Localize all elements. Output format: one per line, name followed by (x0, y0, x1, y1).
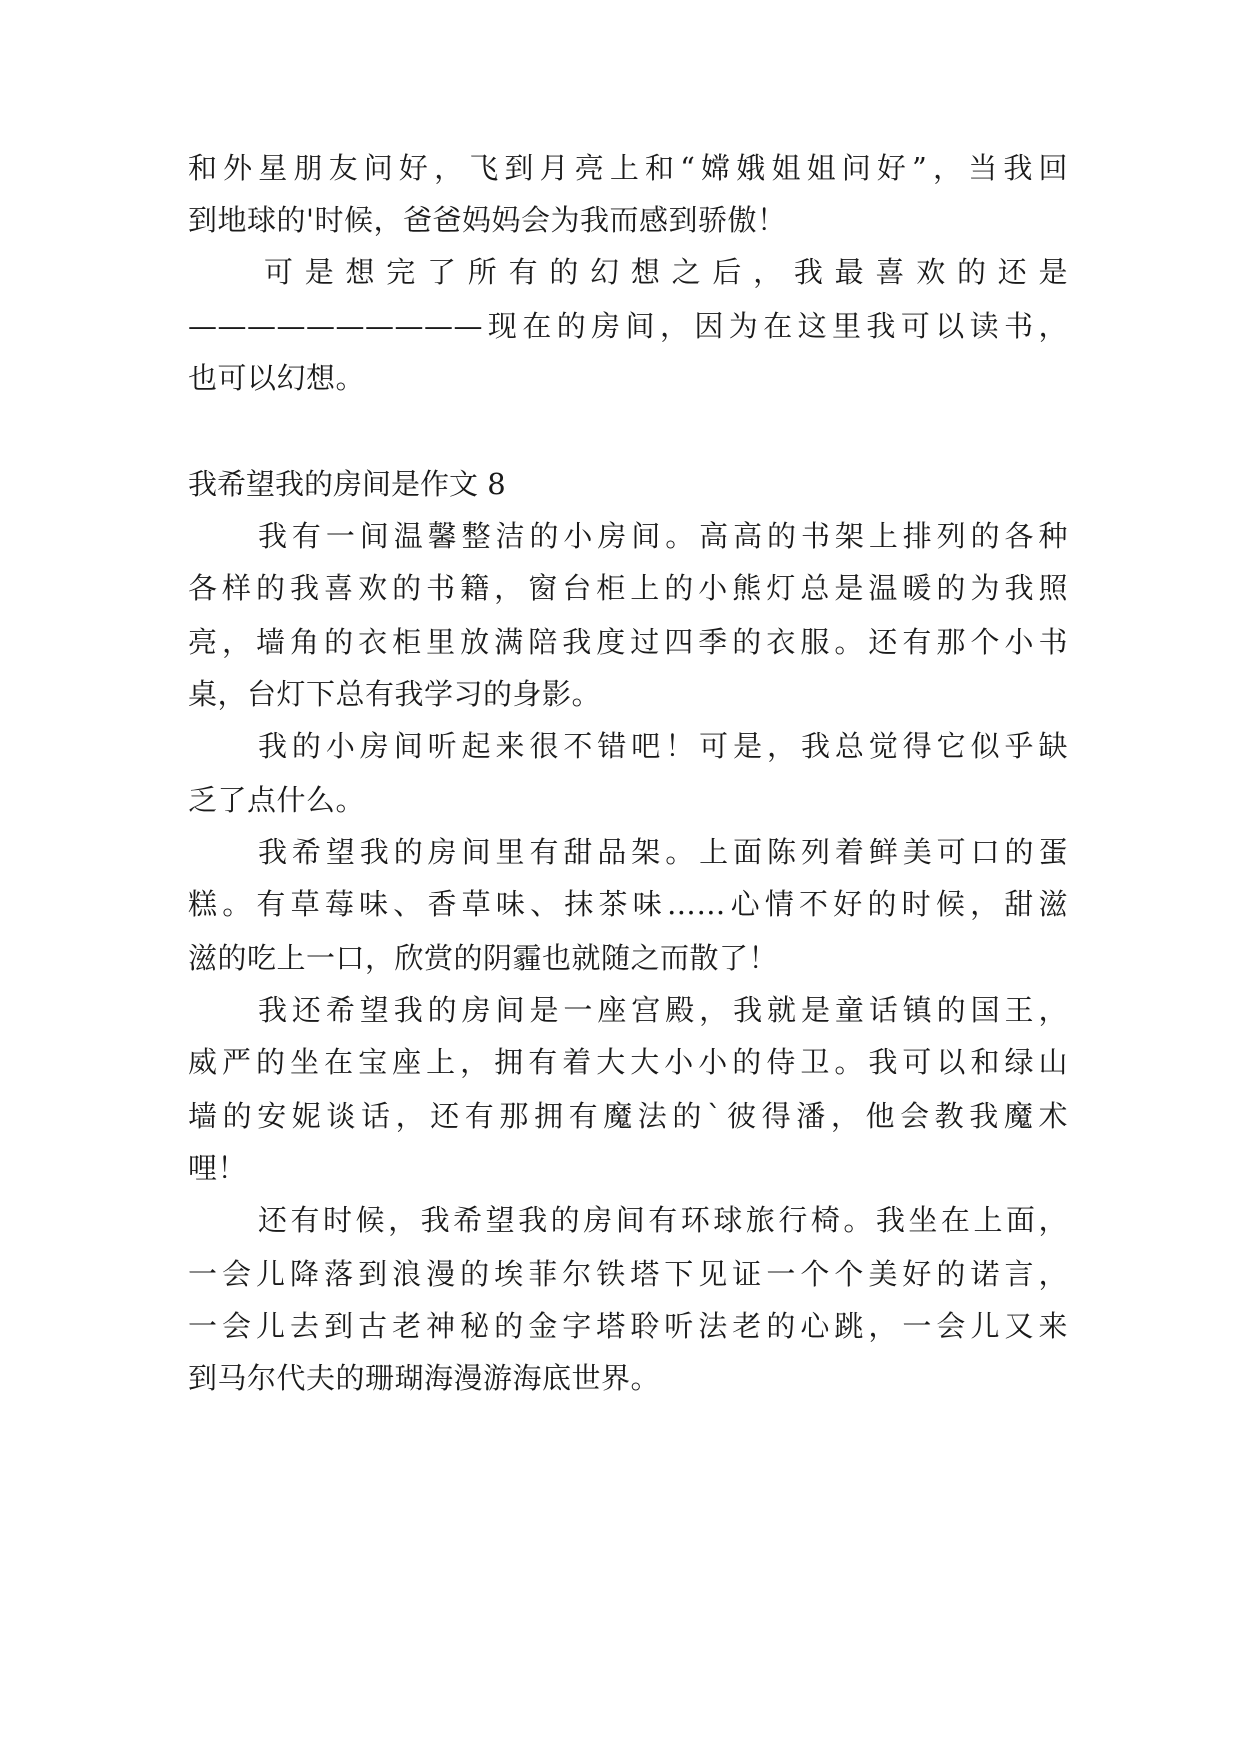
text-line: 到马尔代夫的珊瑚海漫游海底世界。 (188, 1361, 661, 1395)
text-line: 糕。有草莓味、香草味、抹茶味……心情不好的时候，甜滋 (188, 887, 1068, 921)
text-line: 一会儿去到古老神秘的金字塔聆听法老的心跳，一会儿又来 (188, 1309, 1068, 1343)
text-line: 我希望我的房间里有甜品架。上面陈列着鲜美可口的蛋 (258, 835, 1068, 869)
text-line: 一会儿降落到浪漫的埃菲尔铁塔下见证一个个美好的诺言， (188, 1257, 1068, 1291)
text-line: 滋的吃上一口，欣赏的阴霾也就随之而散了！ (188, 941, 779, 975)
text-line: 到地球的'时候，爸爸妈妈会为我而感到骄傲！ (188, 203, 787, 237)
text-line: 我有一间温馨整洁的小房间。高高的书架上排列的各种 (258, 519, 1068, 553)
text-line: 可是想完了所有的幻想之后，我最喜欢的还是 (264, 255, 1068, 289)
text-line: 我的小房间听起来很不错吧！可是，我总觉得它似乎缺 (258, 729, 1068, 763)
section-title: 我希望我的房间是作文 8 (188, 467, 506, 501)
text-line: 各样的我喜欢的书籍，窗台柜上的小熊灯总是温暖的为我照 (188, 571, 1068, 605)
text-line: 亮，墙角的衣柜里放满陪我度过四季的衣服。还有那个小书 (188, 625, 1068, 659)
text-line: ——————————现在的房间，因为在这里我可以读书， (188, 309, 1068, 343)
text-line: 也可以幻想。 (188, 361, 366, 395)
text-line: 桌，台灯下总有我学习的身影。 (188, 677, 602, 711)
text-line: 我还希望我的房间是一座宫殿，我就是童话镇的国王， (258, 993, 1068, 1027)
text-line: 威严的坐在宝座上，拥有着大大小小的侍卫。我可以和绿山 (188, 1045, 1068, 1079)
text-line: 哩！ (188, 1151, 248, 1185)
text-line: 乏了点什么。 (188, 783, 366, 817)
text-line: 还有时候，我希望我的房间有环球旅行椅。我坐在上面， (258, 1203, 1068, 1237)
text-line: 和外星朋友问好，飞到月亮上和“嫦娥姐姐问好”，当我回 (188, 151, 1068, 185)
text-line: 墙的安妮谈话，还有那拥有魔法的`彼得潘，他会教我魔术 (188, 1099, 1068, 1133)
